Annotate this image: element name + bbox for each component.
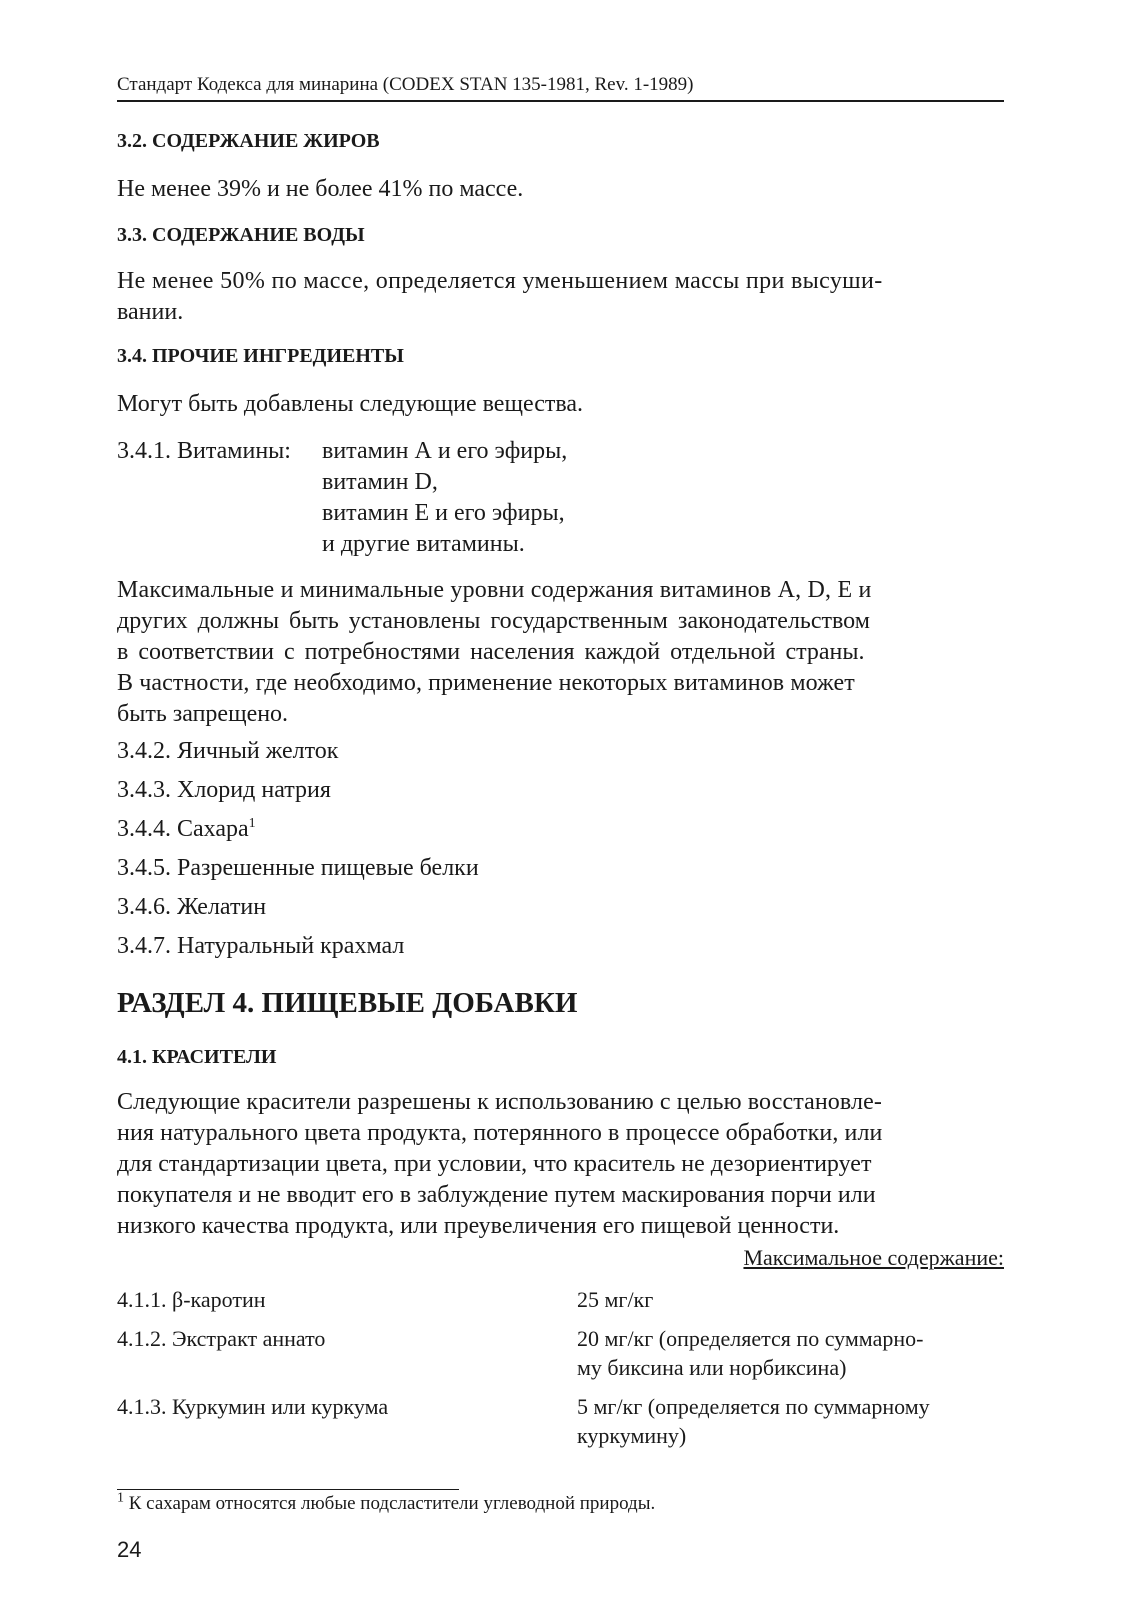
section-3-4-intro-block — [117, 389, 1004, 420]
dye-name: 4.1.1. β-каротин — [117, 1287, 266, 1312]
note-line: других должны быть установлены государственным законодательством — [117, 608, 870, 634]
section-3-3 — [117, 224, 1004, 247]
ingredient-item: 3.4.3. Хлорид натрия — [117, 777, 331, 803]
page-number: 24 — [117, 1537, 142, 1562]
ingredient-item: 3.4.6. Желатин — [117, 894, 267, 920]
dye-value: 20 мг/кг (определяется по суммарно- му биксина или норбиксина) — [577, 1326, 924, 1380]
dyes-table — [117, 1245, 1004, 1455]
section-3-2-text: Не менее 39% и не более 41% по массе. — [117, 176, 524, 202]
text-line: для стандартизации цвета, при условии, что краситель не дезориентирует — [117, 1151, 872, 1177]
ingredient-item: 3.4.2. Яичный желток — [117, 738, 339, 764]
vitamin-item: витамин D, — [322, 469, 438, 495]
section-3-4 — [117, 345, 1004, 368]
running-header: Стандарт Кодекса для минарина (CODEX STAN 135-1981, Rev. 1-1989) — [117, 74, 1004, 102]
note-line: быть запрещено. — [117, 701, 289, 727]
section-3-4-intro: Могут быть добавлены следующие вещества. — [117, 391, 583, 417]
dye-value: 25 мг/кг — [577, 1287, 654, 1312]
section-3-3-body — [117, 266, 1004, 328]
footnote-mark[interactable]: 1 — [248, 816, 256, 831]
vitamins-note — [117, 575, 1004, 730]
section-3-3-heading: 3.3. СОДЕРЖАНИЕ ВОДЫ — [117, 224, 365, 246]
text-line: ния натурального цвета продукта, потерянного в процессе обработки, или — [117, 1120, 883, 1146]
ingredient-list — [117, 736, 1004, 970]
section-4-1 — [117, 1046, 1004, 1069]
vitamin-item: и другие витамины. — [322, 531, 525, 557]
section-4-1-text — [117, 1087, 1004, 1242]
section-3-2-body — [117, 174, 1004, 205]
section-3-3-line: вании. — [117, 299, 184, 325]
note-line: в соответствии с потребностями населения каждой отдельной страны. — [117, 639, 865, 665]
vitamin-item: витамин Е и его эфиры, — [322, 500, 565, 526]
text-line: Следующие красители разрешены к использованию с целью восстановле- — [117, 1089, 882, 1115]
dye-value: 5 мг/кг (определяется по суммарному куркумину) — [577, 1394, 930, 1448]
vitamins-label: 3.4.1. Витамины: — [117, 438, 291, 464]
max-content-header: Максимальное содержание: — [743, 1245, 1004, 1270]
footnote-text: К сахарам относятся любые подсластители углеводной природы. — [124, 1493, 656, 1514]
vitamin-item: витамин А и его эфиры, — [322, 438, 568, 464]
footnote-number: 1 — [117, 1490, 124, 1506]
section-3-2-heading: 3.2. СОДЕРЖАНИЕ ЖИРОВ — [117, 130, 380, 152]
vitamins-list — [322, 436, 567, 560]
note-line: Максимальные и минимальные уровни содержания витаминов А, D, Е и — [117, 577, 872, 603]
ingredient-item-sugar: 3.4.4. Сахара$^1$ — [117, 816, 256, 842]
dye-name: 4.1.3. Куркумин или куркума — [117, 1394, 389, 1419]
text-line: низкого качества продукта, или преувеличения его пищевой ценности. — [117, 1213, 840, 1239]
footnote — [117, 1490, 656, 1515]
text-line: покупателя и не вводит его в заблуждение путем маскирования порчи или — [117, 1182, 876, 1208]
ingredient-item: 3.4.7. Натуральный крахмал — [117, 933, 405, 959]
ingredient-item: 3.4.5. Разрешенные пищевые белки — [117, 855, 479, 881]
section-3-2 — [117, 130, 1004, 153]
section-4-title: РАЗДЕЛ 4. ПИЩЕВЫЕ ДОБАВКИ — [117, 987, 578, 1019]
dye-name: 4.1.2. Экстракт аннато — [117, 1326, 326, 1351]
section-3-3-line: Не менее 50% по массе, определяется уменьшением массы при высуши- — [117, 268, 883, 294]
section-4-1-heading: 4.1. КРАСИТЕЛИ — [117, 1046, 277, 1068]
note-line: В частности, где необходимо, применение некоторых витаминов может — [117, 670, 855, 696]
footnote-divider — [117, 1489, 459, 1490]
vitamins-block — [117, 436, 1004, 560]
section-3-4-heading: 3.4. ПРОЧИЕ ИНГРЕДИЕНТЫ — [117, 345, 404, 367]
section-4 — [117, 987, 1004, 1020]
